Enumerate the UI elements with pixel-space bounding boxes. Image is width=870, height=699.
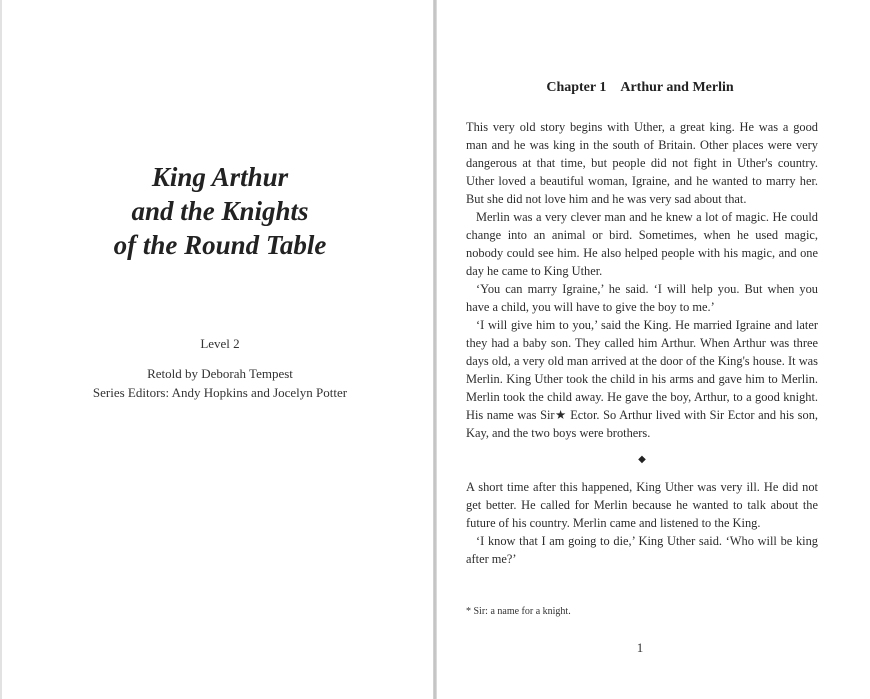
paragraph: This very old story begins with Uther, a great king. He was a good man and he was king in the south of Britain. Other places were very dangerous at that time, but people did not fight in Uther's country. Uther loved a beautiful woman, Igraine, and he wanted to marry her. But she did not love him and he was very sad about that.: [466, 120, 818, 206]
book-title-line: and the Knights: [131, 196, 309, 226]
paragraph: ‘You can marry Igraine,’ he said. ‘I will help you. But when you have a child, you will have to give the boy to me.’: [466, 282, 818, 314]
series-editors: Series Editors: Andy Hopkins and Jocelyn Potter: [92, 385, 348, 400]
book-title-line: of the Round Table: [113, 230, 327, 260]
chapter-title: Arthur and Merlin: [620, 80, 734, 95]
credits: [60, 364, 380, 402]
footnote: * Sir: a name for a knight.: [466, 606, 571, 617]
page-number: 1: [636, 640, 644, 655]
page-edge: [0, 0, 2, 699]
section-separator: ◆: [638, 454, 646, 465]
right-page: [437, 0, 870, 699]
chapter-heading: [437, 80, 843, 96]
retold-by: Retold by Deborah Tempest: [147, 366, 293, 381]
paragraph: A short time after this happened, King Uther was very ill. He did not get better. He called for Merlin because he wanted to talk about the future of his country. Merlin came and listened to the King.: [466, 480, 818, 530]
paragraph: Merlin was a very clever man and he knew a lot of magic. He could change into an animal or bird. Sometimes, when he used magic, nobody could see him. He also helped people with his magic, and one day he came to King Uther.: [466, 210, 818, 278]
book-title-line: King Arthur: [151, 162, 289, 192]
left-page: [0, 0, 433, 699]
reading-level: Level 2: [200, 336, 240, 351]
book-title: [60, 160, 380, 262]
paragraph: ‘I will give him to you,’ said the King. He married Igraine and later they had a baby son. They called him Arthur. When Arthur was three days old, a very old man arrived at the door of the King's house. It was Merlin. King Uther took the child in his arms and gave him to Merlin. Merlin took the child away. He gave the boy, Arthur, to a good knight. His name was Sir★ Ector. So Arthur lived with Sir Ector and his son, Kay, and the two boys were brothers.: [466, 318, 818, 440]
chapter-number: Chapter 1: [546, 80, 607, 95]
chapter-body: [466, 118, 818, 568]
paragraph: ‘I know that I am going to die,’ King Uther said. ‘Who will be king after me?’: [466, 534, 818, 566]
